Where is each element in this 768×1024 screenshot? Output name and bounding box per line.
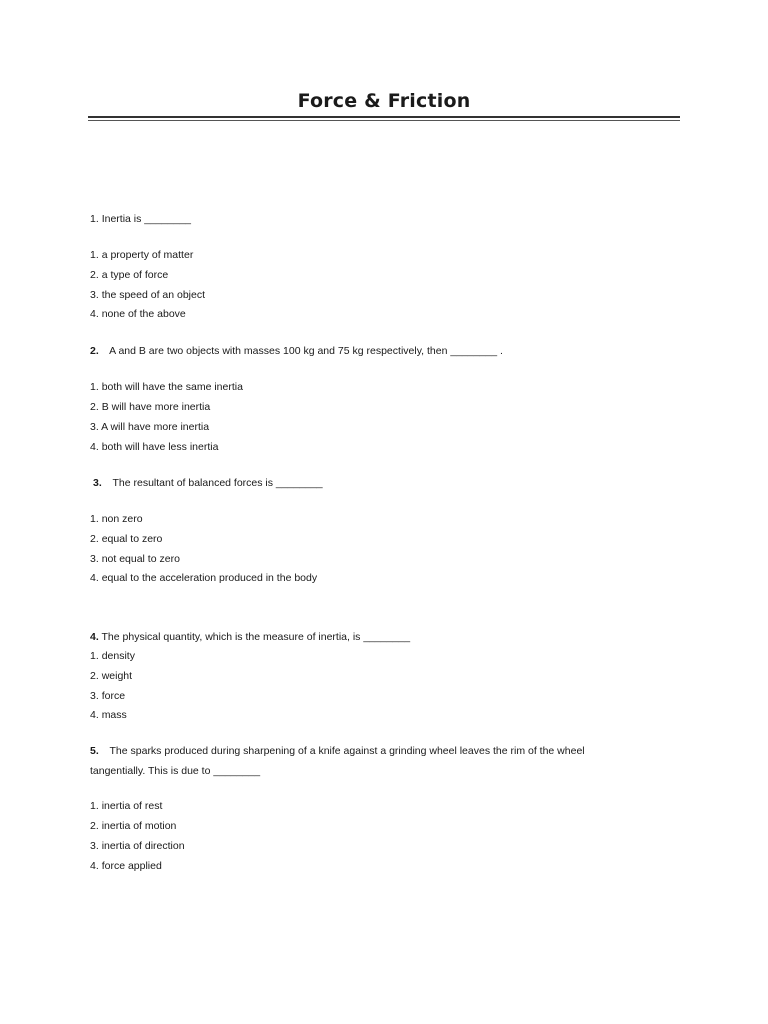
question-number: 4. [90, 631, 99, 643]
option-number: 4. [90, 441, 102, 453]
option-text: the speed of an object [101, 289, 206, 301]
question-5 [90, 745, 585, 758]
option [90, 553, 180, 566]
option-text: not equal to zero [101, 553, 180, 565]
option [90, 513, 143, 526]
option-number: 3. [90, 840, 102, 852]
option-number: 2. [90, 401, 102, 413]
option [90, 533, 162, 546]
question-2 [90, 345, 503, 358]
option-text: none of the above [101, 308, 186, 320]
option [90, 381, 243, 394]
option [90, 441, 218, 454]
option-text: A will have more inertia [101, 421, 210, 433]
option-text: equal to zero [101, 533, 163, 545]
option [90, 860, 162, 873]
option-number: 3. [90, 421, 102, 433]
option-text: inertia of motion [101, 820, 177, 832]
question-text: Inertia is ________ [101, 213, 192, 225]
option-text: force applied [101, 860, 162, 872]
option-text: mass [101, 709, 127, 721]
option-number: 4. [90, 308, 102, 320]
option-text: inertia of direction [101, 840, 185, 852]
question-number: 2. [90, 345, 99, 357]
option-number: 2. [90, 820, 102, 832]
option [90, 249, 193, 262]
option-number: 4. [90, 860, 102, 872]
option-number: 1. [90, 650, 102, 662]
option-number: 2. [90, 533, 102, 545]
option-text: force [101, 690, 126, 702]
option [90, 269, 168, 282]
option-number: 1. [90, 381, 102, 393]
option-text: equal to the acceleration produced in the body [101, 572, 318, 584]
title-divider-thin [88, 120, 680, 121]
option-text: weight [101, 670, 133, 682]
question-4 [90, 631, 410, 644]
option-text: density [101, 650, 135, 662]
option-number: 1. [90, 249, 102, 261]
option-text: both will have less inertia [101, 441, 219, 453]
option-number: 4. [90, 572, 102, 584]
option-text: a property of matter [101, 249, 194, 261]
option [90, 650, 135, 663]
question-text: The physical quantity, which is the measure of inertia, is ________ [101, 631, 411, 643]
option-number: 3. [90, 553, 102, 565]
option-number: 3. [90, 690, 102, 702]
option-text: a type of force [101, 269, 169, 281]
option [90, 401, 210, 414]
title-divider [88, 116, 680, 118]
question-text: A and B are two objects with masses 100 kg and 75 kg respectively, then ________ . [109, 345, 503, 357]
option [90, 690, 125, 703]
option-number: 3. [90, 289, 102, 301]
option-number: 1. [90, 800, 102, 812]
question-5-continued [90, 765, 260, 778]
option-number: 2. [90, 269, 102, 281]
option-number: 2. [90, 670, 102, 682]
question-text: The resultant of balanced forces is ________ [112, 477, 323, 489]
question-1 [90, 213, 191, 226]
question-number: 3. [93, 477, 102, 489]
option [90, 709, 127, 722]
option [90, 421, 209, 434]
option [90, 840, 185, 853]
option [90, 289, 205, 302]
option-text: non zero [101, 513, 143, 525]
option [90, 670, 132, 683]
question-text: tangentially. This is due to ________ [90, 765, 261, 777]
question-number: 5. [90, 745, 99, 757]
question-text: The sparks produced during sharpening of a knife against a grinding wheel leaves the rim of the wheel [109, 745, 585, 757]
option [90, 572, 317, 585]
option-number: 4. [90, 709, 102, 721]
option-text: both will have the same inertia [101, 381, 243, 393]
page-title: Force & Friction [297, 90, 471, 112]
option-text: inertia of rest [101, 800, 163, 812]
option-text: B will have more inertia [101, 401, 211, 413]
option-number: 1. [90, 513, 102, 525]
option [90, 308, 186, 321]
question-number: 1. [90, 213, 99, 225]
question-3 [93, 477, 323, 490]
option [90, 820, 176, 833]
option [90, 800, 162, 813]
